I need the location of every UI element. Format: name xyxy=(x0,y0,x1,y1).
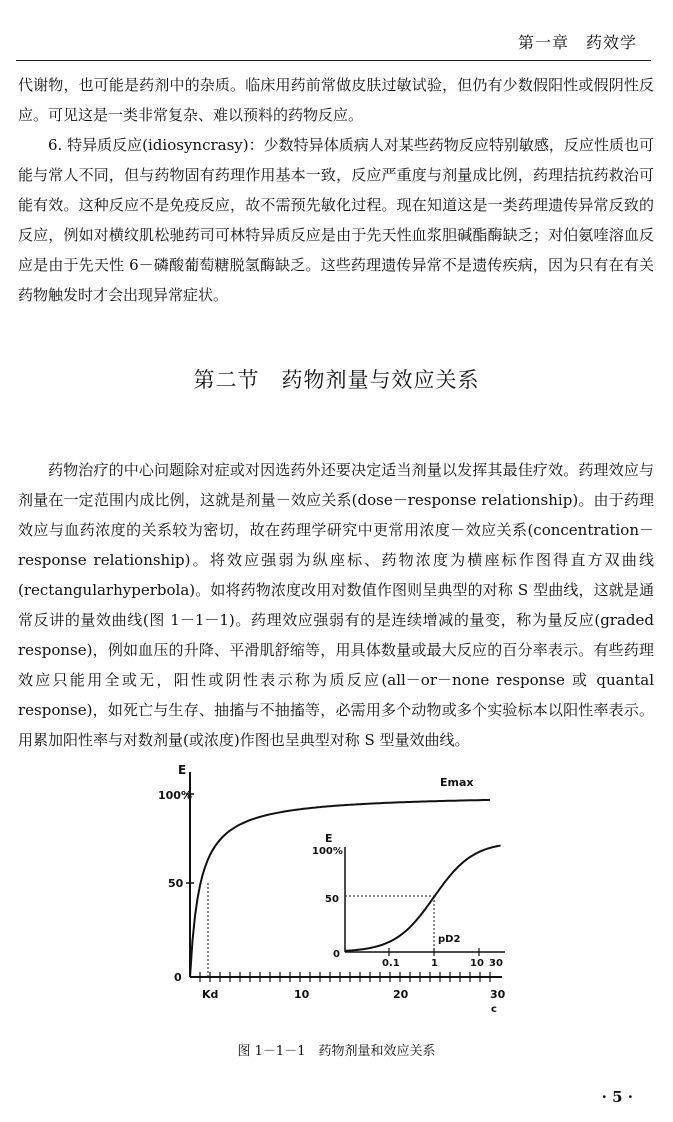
main-y-label: E xyxy=(178,763,187,777)
section-title: 第二节 药物剂量与效应关系 xyxy=(193,368,480,392)
paragraph-2: 6. 特异质反应(idiosyncrasy)：少数特异体质病人对某些药物反应特别敏感，反应性质也可能与常人不同，但与药物固有药理作用基本一致，反应严重度与剂量成比例，药理拮抗药救治可能有效。这种反应不是免疫反应，故不需预先敏化过程。现在知道这是一类药理遗传异常反致的反应，例如对横纹肌松驰药司可林特异质反应是由于先天性血浆胆碱酯酶缺乏；对伯氨喹溶血反应是由于先天性 6－磷酸葡萄糖脱氢酶缺乏。这些药理遗传异常不是遗传疾病，因为只有在有关药物触发时才会出现异常症状。 xyxy=(18,136,654,304)
figure-svg xyxy=(150,762,530,1024)
inset-y-tick-label-50: 50 xyxy=(325,894,339,905)
main-x-label-10: 10 xyxy=(294,988,310,1001)
inset-y-tick-label-0: 0 xyxy=(333,949,340,960)
main-x-unit: c xyxy=(491,1004,497,1015)
dose-response-figure xyxy=(150,762,530,1024)
main-y-tick-label-100: 100% xyxy=(158,789,192,802)
inset-x-label-01: 0.1 xyxy=(382,958,400,969)
main-x-label-kd: Kd xyxy=(202,988,219,1001)
main-hyperbola-curve xyxy=(190,800,490,977)
emax-label: Emax xyxy=(440,776,474,789)
page-number: · 5 · xyxy=(601,1088,633,1106)
inset-x-label-30: 30 xyxy=(489,958,503,969)
main-y-tick-label-0: 0 xyxy=(174,971,182,984)
inset-x-label-1: 1 xyxy=(431,958,438,969)
page-header xyxy=(16,24,651,61)
inset-pd2-label: pD2 xyxy=(438,934,461,945)
main-x-label-20: 20 xyxy=(393,988,409,1001)
paragraph-3: 药物治疗的中心问题除对症或对因选药外还要决定适当剂量以发挥其最佳疗效。药理效应与剂量在一定范围内成比例，这就是剂量－效应关系(dose－response relationship)。由于药理效应与血药浓度的关系较为密切，故在药理学研究中更常用浓度－效应关系(concentration－response relationship)。将效应强弱为纵座标、药物浓度为横座标作图得直方双曲线(rectangularhyperbola)。如将药物浓度改用对数值作图则呈典型的对称 S 型曲线，这就是通常反讲的量效曲线(图 1－1－1)。药理效应强弱有的是连续增减的量变，称为量反应(graded response)，例如血压的升降、平滑肌舒缩等，用具体数量或最大反应的百分率表示。有些药理效应只能用全或无，阳性或阴性表示称为质反应(all－or－none response 或 quantal response)，如死亡与生存、抽搐与不抽搐等，必需用多个动物或多个实验标本以阳性率表示。用累加阳性率与对数剂量(或浓度)作图也呈典型对称 S 型量效曲线。 xyxy=(18,461,654,749)
inset-s-curve xyxy=(345,846,501,951)
chapter-title: 第一章 药效学 xyxy=(517,33,637,52)
main-x-label-30: 30 xyxy=(490,988,506,1001)
inset-x-label-10: 10 xyxy=(470,958,484,969)
inset-y-tick-label-100: 100% xyxy=(312,846,343,857)
paragraph-1: 代谢物，也可能是药剂中的杂质。临床用药前常做皮肤过敏试验，但仍有少数假阳性或假阴性反应。可见这是一类非常复杂、难以预料的药物反应。 xyxy=(18,76,654,124)
main-y-tick-label-50: 50 xyxy=(168,877,184,890)
figure-caption: 图 1－1－1 药物剂量和效应关系 xyxy=(237,1044,436,1059)
inset-y-label: E xyxy=(325,832,333,845)
